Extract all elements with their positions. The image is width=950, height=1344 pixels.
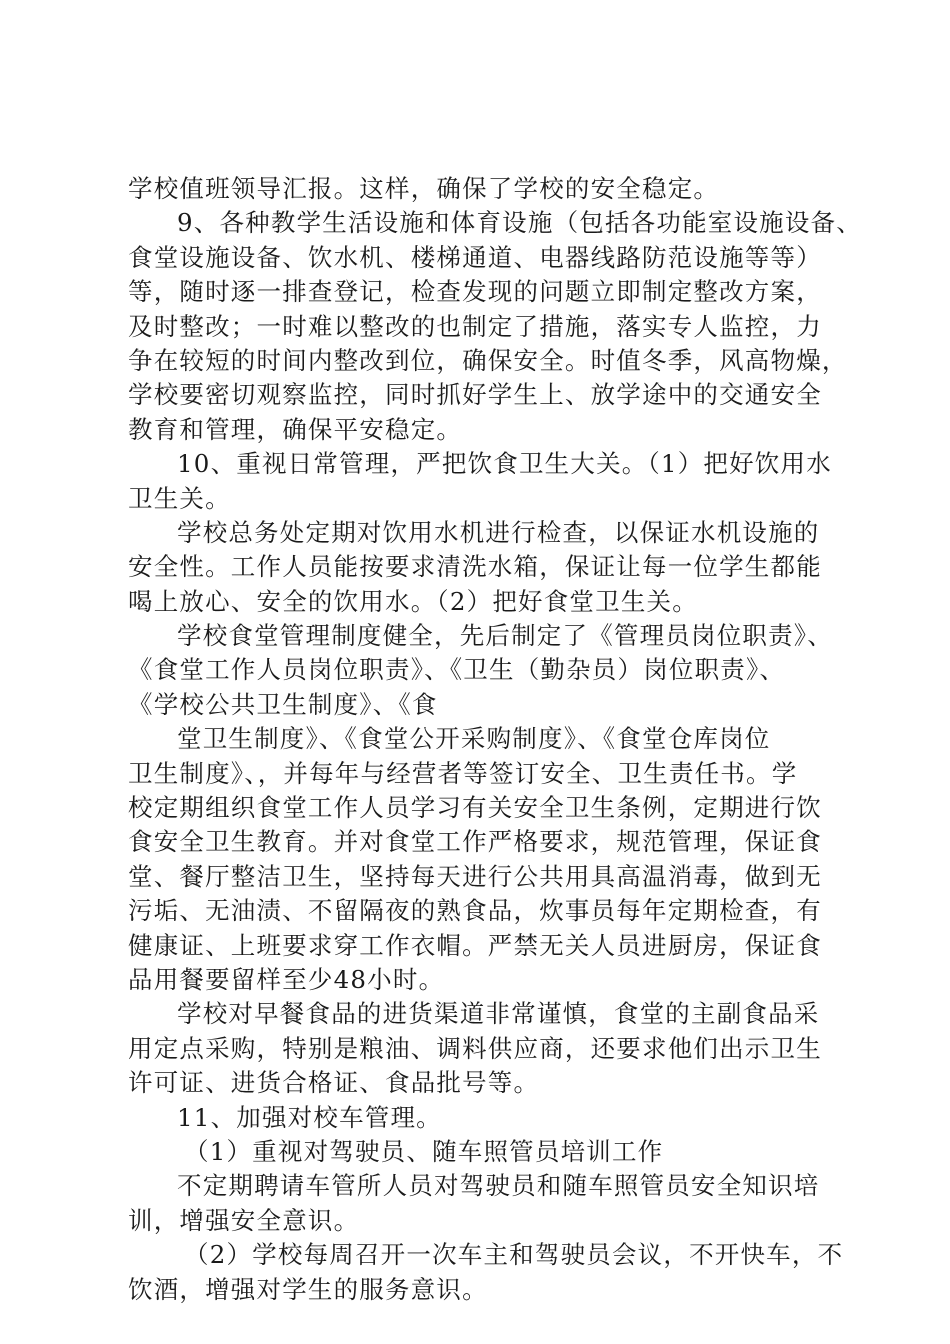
text-line: 不定期聘请车管所人员对驾驶员和随车照管员安全知识培 (177, 1171, 820, 1201)
text-line: 训，增强安全意识。 (128, 1205, 360, 1235)
text-line: 用定点采购，特别是粮油、调料供应商，还要求他们出示卫生 (128, 1033, 822, 1063)
text-line: （2）学校每周召开一次车主和驾驶员会议，不开快车，不 (184, 1240, 844, 1270)
text-line: 教育和管理，确保平安稳定。 (128, 414, 463, 444)
text-line: 学校总务处定期对饮用水机进行检查，以保证水机设施的 (177, 517, 820, 547)
text-line: 学校值班领导汇报。这样，确保了学校的安全稳定。 (128, 174, 720, 203)
text-line: 学校食堂管理制度健全，先后制定了《管理员岗位职责》、 (177, 621, 833, 651)
text-line: 及时整改；一时难以整改的也制定了措施，落实专人监控，力 (128, 311, 822, 341)
text-line: 争在较短的时间内整改到位，确保安全。时值冬季，风高物燥， (128, 345, 848, 375)
text-line: 健康证、上班要求穿工作衣帽。严禁无关人员进厨房，保证食 (128, 930, 822, 960)
text-line: 喝上放心、安全的饮用水。（2）把好食堂卫生关。 (128, 586, 698, 616)
text-line: 卫生关。 (128, 483, 231, 513)
text-line: 堂卫生制度》、《食堂公开采购制度》、《食堂仓库岗位 (177, 724, 771, 754)
text-line: 《食堂工作人员岗位职责》、《卫生（勤杂员）岗位职责》、 (128, 655, 786, 685)
text-line: 堂、餐厅整洁卫生，坚持每天进行公共用具高温消毒，做到无 (128, 861, 822, 891)
text-line: 《学校公共卫生制度》、《食 (128, 689, 438, 719)
text-line: 品用餐要留样至少48小时。 (128, 964, 445, 994)
text-line: 校定期组织食堂工作人员学习有关安全卫生条例，定期进行饮 (128, 793, 822, 823)
document-body (128, 172, 862, 1307)
text-line: 卫生制度》、，并每年与经营者等签订安全、卫生责任书。学 (128, 758, 798, 788)
text-line: 污垢、无油渍、不留隔夜的熟食品，炊事员每年定期检查，有 (128, 896, 822, 926)
text-line: 食安全卫生教育。并对食堂工作严格要求，规范管理，保证食 (128, 827, 822, 857)
text-line: 学校对早餐食品的进货渠道非常谨慎，食堂的主副食品采 (177, 999, 820, 1029)
text-line: 学校要密切观察监控，同时抓好学生上、放学途中的交通安全 (128, 380, 822, 410)
text-line: 饮酒，增强对学生的服务意识。 (128, 1274, 488, 1304)
text-line: （1）重视对驾驶员、随车照管员培训工作 (184, 1136, 664, 1166)
text-line: 食堂设施设备、饮水机、楼梯通道、电器线路防范设施等等） (128, 242, 822, 272)
text-line: 10、重视日常管理，严把饮食卫生大关。（1）把好饮用水 (177, 449, 832, 479)
text-line: 许可证、进货合格证、食品批号等。 (128, 1068, 540, 1098)
text-line: 9、各种教学生活设施和体育设施（包括各功能室设施设备、 (177, 208, 862, 238)
text-line: 等，随时逐一排查登记，检查发现的问题立即制定整改方案， (128, 277, 822, 307)
text-line: 安全性。工作人员能按要求清洗水箱，保证让每一位学生都能 (128, 552, 822, 582)
text-line: 11、加强对校车管理。 (177, 1102, 442, 1132)
